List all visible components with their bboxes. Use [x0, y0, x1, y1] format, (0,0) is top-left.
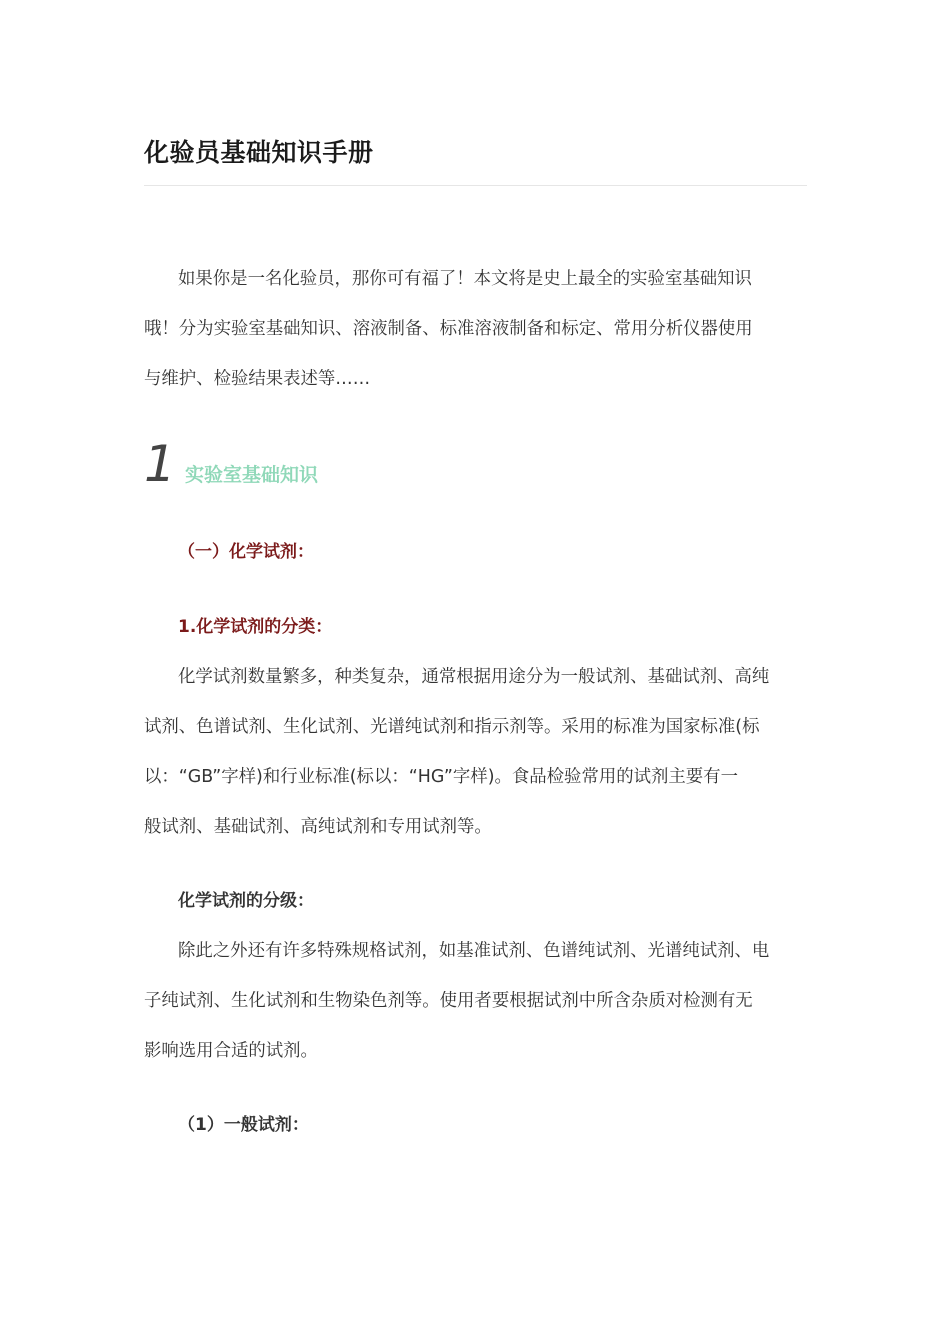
paragraph-line: 试剂、色谱试剂、生化试剂、光谱纯试剂和指示剂等。采用的标准为国家标准(标: [144, 717, 760, 737]
intro-line: 如果你是一名化验员，那你可有福了！本文将是史上最全的实验室基础知识: [178, 269, 752, 289]
paragraph-line: 般试剂、基础试剂、高纯试剂和专用试剂等。: [144, 817, 492, 837]
section-title: 实验室基础知识: [185, 464, 319, 486]
intro-paragraph: [144, 254, 807, 404]
subsection-heading: （一）化学试剂：: [178, 542, 314, 562]
classification-heading: 1.化学试剂的分类：: [178, 617, 333, 637]
paragraph-line: 以：“GB”字样)和行业标准(标以：“HG”字样)。食品检验常用的试剂主要有一: [144, 767, 738, 787]
title-divider: [144, 185, 807, 186]
classification-paragraph: [144, 652, 807, 852]
section-number: 1: [144, 435, 176, 493]
intro-line: 哦！分为实验室基础知识、溶液制备、标准溶液制备和标定、常用分析仪器使用: [144, 319, 753, 339]
document-title: 化验员基础知识手册: [144, 138, 374, 167]
grading-paragraph: [144, 926, 807, 1076]
general-reagent-heading: （1）一般试剂：: [178, 1115, 309, 1135]
paragraph-line: 子纯试剂、生化试剂和生物染色剂等。使用者要根据试剂中所含杂质对检测有无: [144, 991, 753, 1011]
intro-line: 与维护、检验结果表述等……: [144, 369, 371, 389]
grading-heading: 化学试剂的分级：: [178, 891, 314, 911]
paragraph-line: 影响选用合适的试剂。: [144, 1041, 318, 1061]
paragraph-line: 除此之外还有许多特殊规格试剂，如基准试剂、色谱纯试剂、光谱纯试剂、电: [178, 941, 770, 961]
paragraph-line: 化学试剂数量繁多，种类复杂，通常根据用途分为一般试剂、基础试剂、高纯: [178, 667, 770, 687]
